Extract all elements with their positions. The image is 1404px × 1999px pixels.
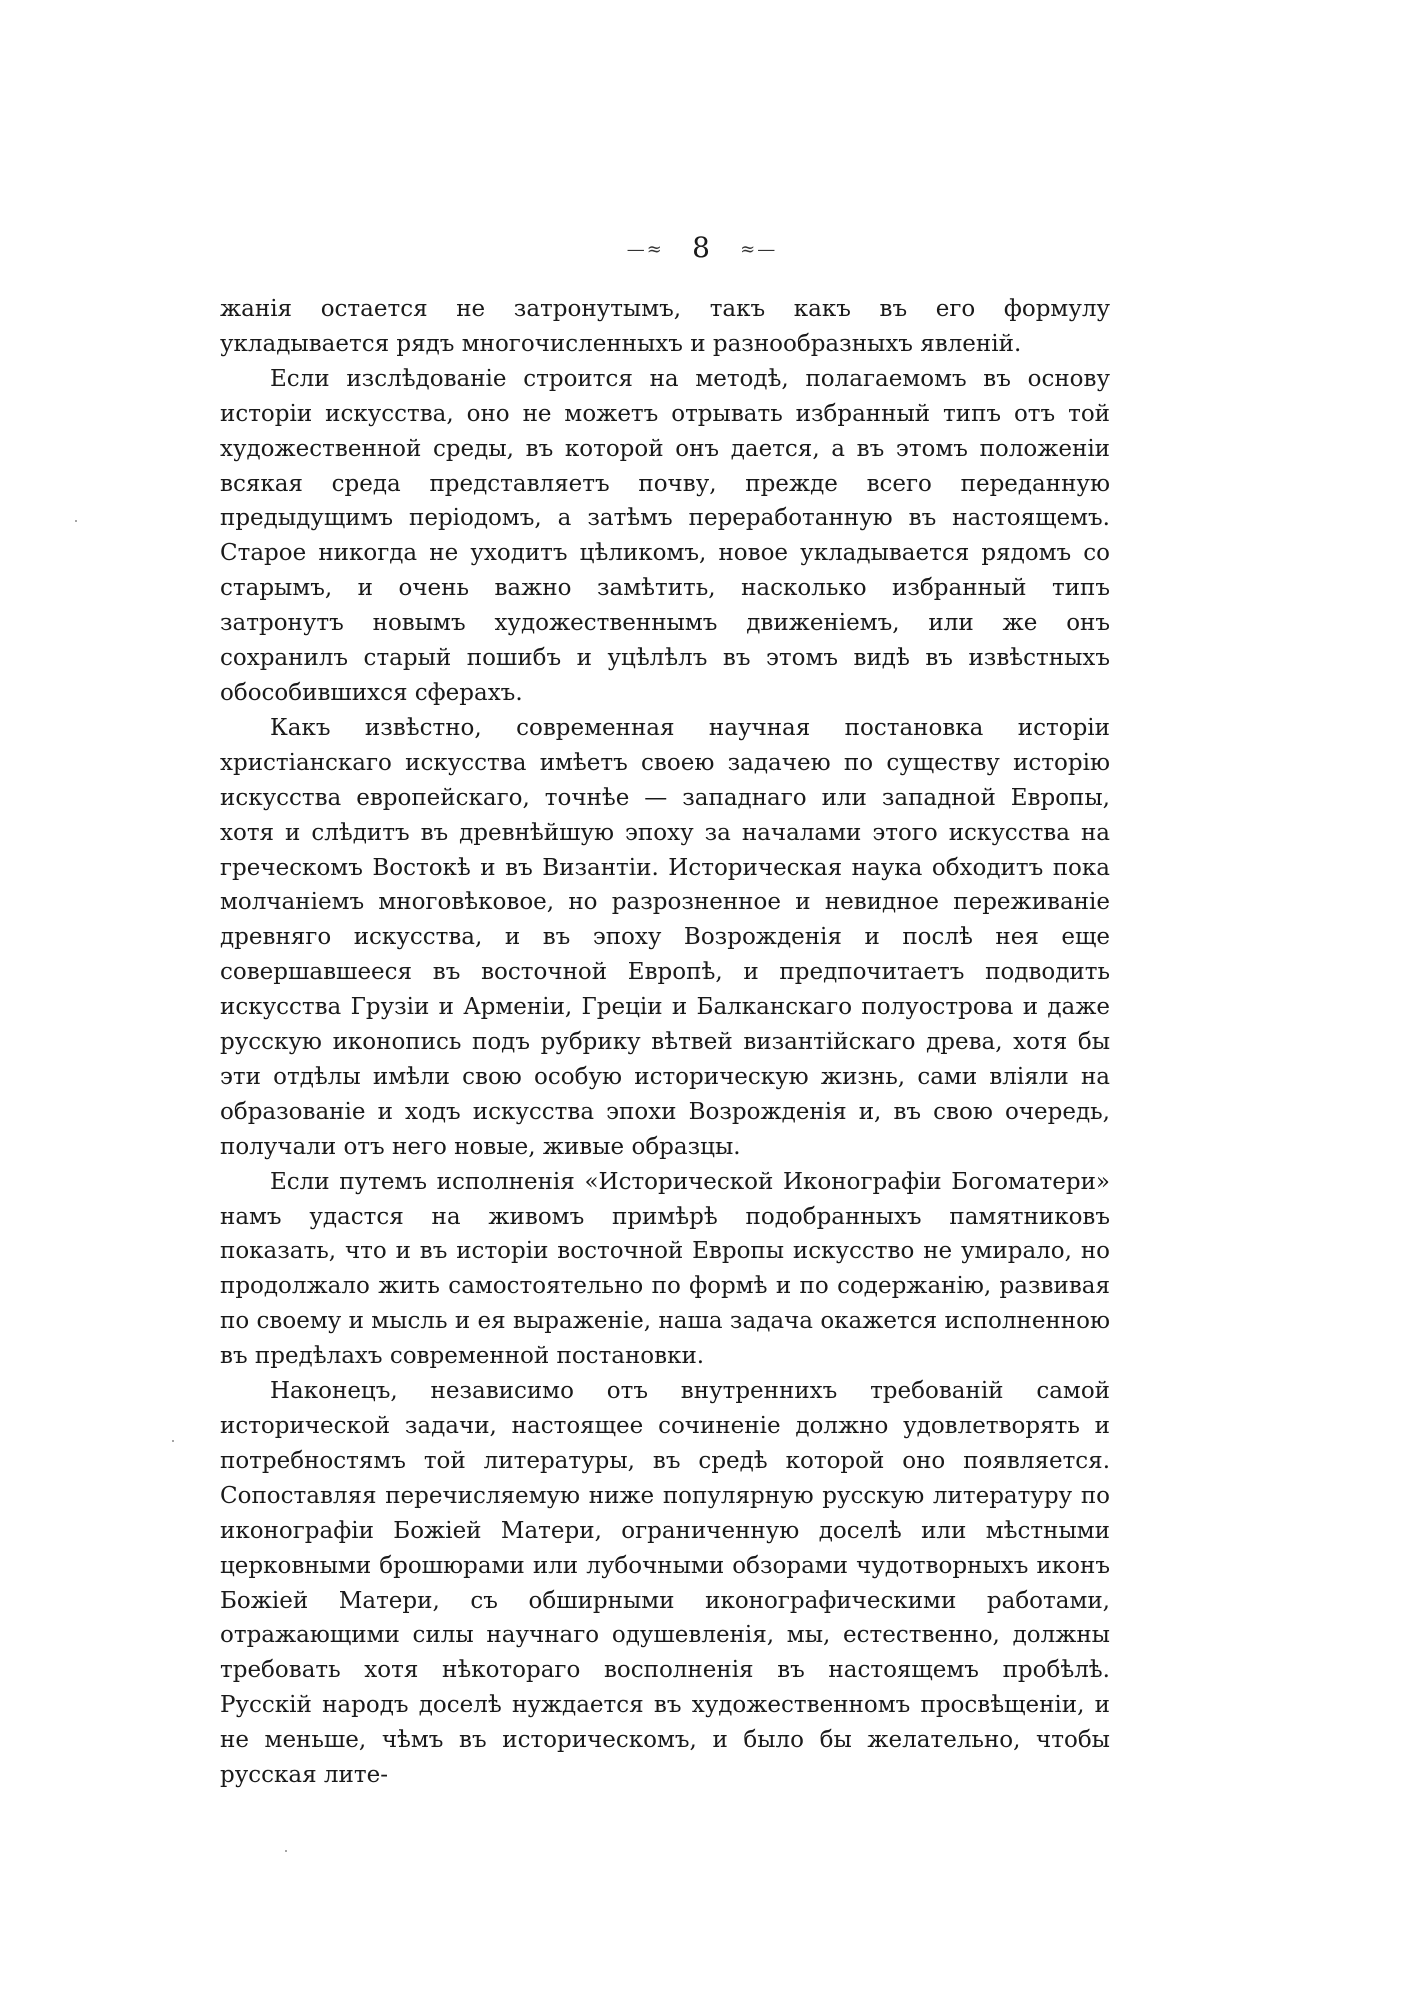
paragraph-5: Наконецъ, независимо отъ внутреннихъ требованій самой исторической задачи, настоящее сочиненіе должно удовлетворять и потребностямъ той литературы, въ средѣ которой оно появляется. Сопоставляя перечисляемую ниже популярную русскую литературу по иконографіи Божіей Матери, ограниченную доселѣ или мѣстными церковными брошюрами или лубочными обзорами чудотворныхъ иконъ Божіей Матери, съ обширными иконографическими работами, отражающими силы научнаго одушевленія, мы, естественно, должны требовать хотя нѣкотораго восполненія въ настоящемъ пробѣлѣ. Русскій народъ доселѣ нуждается въ художественномъ просвѣщеніи, и не меньше, чѣмъ въ историческомъ, и было бы желательно, чтобы русская лите- bbox=[220, 1378, 1110, 1789]
ornament-left-icon: —≈ bbox=[626, 239, 664, 260]
ornament-right-icon: ≈— bbox=[740, 239, 778, 260]
page-number: 8 bbox=[692, 231, 712, 264]
paragraph-4: Если путемъ исполненія «Исторической Иконографіи Богоматери» намъ удастся на живомъ примѣрѣ подобранныхъ памятниковъ показать, что и въ исторіи восточной Европы искусство не умирало, но продолжало жить самостоятельно по формѣ и по содержанію, развивая по своему и мысль и ея выраженіе, наша задача окажется исполненною въ предѣлахъ современной постановки. bbox=[220, 1168, 1110, 1370]
scan-speck bbox=[285, 1850, 287, 1852]
paragraph-3: Какъ извѣстно, современная научная постановка исторіи христіанскаго искусства имѣетъ своею задачею по существу исторію искусства европейскаго, точнѣе — западнаго или западной Европы, хотя и слѣдитъ въ древнѣйшую эпоху за началами этого искусства на греческомъ Востокѣ и въ Византіи. Историческая наука обходитъ пока молчаніемъ многовѣковое, но разрозненное и невидное переживаніе древняго искусства, и въ эпоху Возрожденія и послѣ нея еще совершавшееся въ восточной Европѣ, и предпочитаетъ подводить искусства Грузіи и Арменіи, Греціи и Балканскаго полуострова и даже русскую иконопись подъ рубрику вѣтвей византійскаго древа, хотя бы эти отдѣлы имѣли свою особую историческую жизнь, сами вліяли на образованіе и ходъ искусства эпохи Возрожденія и, въ свою очередь, получали отъ него новые, живые образцы. bbox=[220, 714, 1110, 1160]
paragraph-1: жанія остается не затронутымъ, такъ какъ въ его формулу укладывается рядъ многочисленныхъ и разнообразныхъ явленій. bbox=[220, 296, 1110, 357]
page-header bbox=[0, 232, 1404, 266]
paragraph-2: Если изслѣдованіе строится на методѣ, полагаемомъ въ основу исторіи искусства, оно не можетъ отрывать избранный типъ отъ той художественной среды, въ которой онъ дается, а въ этомъ положеніи всякая среда представляетъ почву, прежде всего переданную предыдущимъ періодомъ, а затѣмъ переработанную въ настоящемъ. Старое никогда не уходитъ цѣликомъ, новое укладывается рядомъ со старымъ, и очень важно замѣтить, насколько избранный типъ затронутъ новымъ художественнымъ движеніемъ, или же онъ сохранилъ старый пошибъ и уцѣлѣлъ въ этомъ видѣ въ извѣстныхъ обособившихся сферахъ. bbox=[220, 365, 1110, 706]
scan-speck bbox=[75, 520, 77, 522]
body-text bbox=[220, 292, 1110, 1793]
scan-speck bbox=[172, 1440, 174, 1442]
